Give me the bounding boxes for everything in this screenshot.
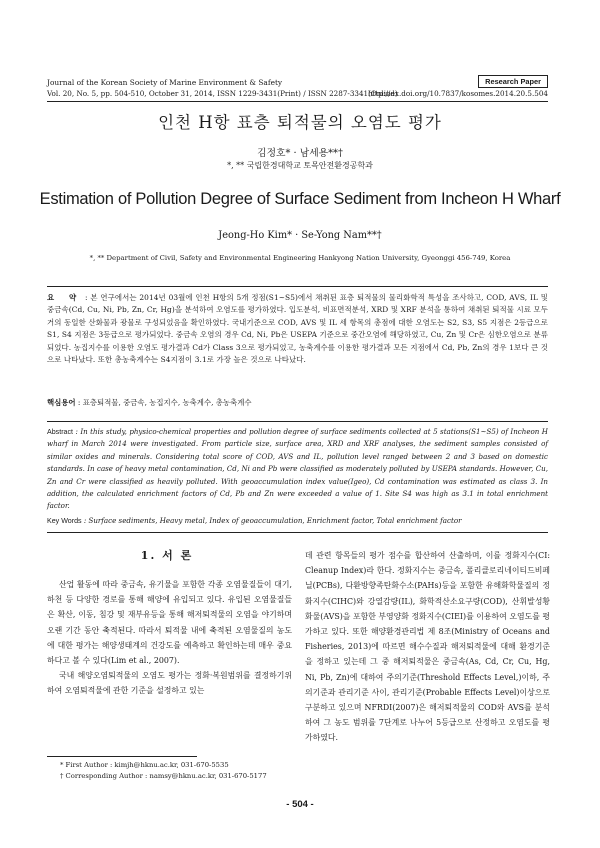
body-column-right [305, 548, 550, 746]
korean-keywords [47, 397, 548, 408]
research-paper-badge: Research Paper [478, 75, 548, 88]
korean-keywords-text: : 표층퇴적물, 중금속, 농집지수, 농축계수, 총농축계수 [75, 398, 252, 407]
page-number: - 504 - [286, 799, 314, 810]
korean-abstract [47, 292, 548, 366]
section-heading-introduction: 1. 서 론 [140, 549, 194, 562]
korean-keywords-label: 핵심용어 [47, 398, 76, 407]
header-divider [47, 101, 548, 102]
english-keywords-text: : Surface sediments, Heavy metal, Index of geoaccumulation, Enrichment factor, Total enrichment factor [81, 516, 462, 525]
abstract-bottom-divider [47, 532, 548, 533]
english-affiliation: *, ** Department of Civil, Safety and Environmental Engineering Hankyong Nation University, Gyeonggi 456-749, Korea [89, 254, 511, 262]
doi-link[interactable]: http://dx.doi.org/10.7837/kosomes.2014.20.5.504 [368, 89, 548, 98]
english-keywords [47, 516, 548, 525]
korean-abstract-label: 요 약 [47, 293, 83, 302]
footnote-corresponding-author: † Corresponding Author : namsy@hknu.ac.kr, 031-670-5177 [60, 772, 267, 780]
footnote-divider [47, 756, 197, 757]
korean-abstract-text: : 본 연구에서는 2014년 03월에 인천 H항의 5개 정점(S1~S5)에서 채취된 표층 퇴적물의 물리화학적 특성을 조사하고, COD, AVS, IL 및 중금속(Cd, Cu, Ni, Pb, Zn, Cr, Hg)을 분석하여 오염도를 평가하였다. 입도분석, 비표면적분석, XRD 및 XRF 분석을 통하여 채취된 퇴적물 시료 모두 거의 동일한 산화물과 광물로 구성되었음을 확인하였다. 국내기준으로 COD, AVS 및 IL 세 항목의 총점에 대한 오염도는 S2, S3, S5 지점은 2등급으로 S1, S4 지점은 3등급으로 평가되었다. 중금속 오염의 경우 Cd, Ni, Pb은 USEPA 기준으로 중간오염에 해당하였고, Cu, Zn 및 Cr은 심한오염으로 분류되었다. 농집지수를 이용한 오염도 평가결과 Cd가 Class 3으로 평가되었고, 농축계수를 이용한 평가결과 모든 지점에서 Cd, Pb, Zn의 경우 1보다 큰 것으로 나타났다. 또한 총농축계수는 S4지점이 3.1로 가장 높은 것으로 나타났다. [47, 293, 548, 365]
english-abstract-label: Abstract [47, 428, 74, 436]
korean-affiliation: *, ** 국립한경대학교 토목안전환경공학과 [227, 161, 373, 170]
volume-info: Vol. 20, No. 5, pp. 504-510, October 31, 2014, ISSN 1229-3431(Print) / ISSN 2287-3341(Online) [47, 89, 398, 98]
korean-title: 인천 H항 표층 퇴적물의 오염도 평가 [158, 113, 442, 132]
body-column-left [47, 577, 292, 699]
english-authors: Jeong-Ho Kim* · Se-Yong Nam**† [218, 230, 382, 241]
footnote-first-author: * First Author : kimjh@hknu.ac.kr, 031-670-5535 [60, 761, 229, 769]
korean-authors: 김정호* · 남세용**† [257, 148, 343, 159]
abstract-middle-divider [47, 421, 548, 422]
body-paragraph: 산업 활동에 따라 중금속, 유기물을 포함한 각종 오염물질들이 대기, 하천 등 다양한 경로를 통해 해양에 유입되고 있다. 유입된 오염물질들은 확산, 이동, 침강 및 재부유등을 통해 해저퇴적물의 오염을 야기하며 오랜 기간 동안 축적된다. 따라서 퇴적물 내에 축적된 오염물질의 농도에 대한 평가는 해양생태계의 건강도를 예측하고 확인하는데 매우 중요하다고 볼 수 있다(Lim et al., 2007). [47, 580, 292, 666]
body-paragraph: 데 관련 항목들의 평가 점수를 합산하여 산출하며, 이를 정화지수(CI: Cleanup Index)라 한다. 정화지수는 중금속, 폴리클로리네이티드비페닐(PCBs), 다환방향족탄화수소(PAHs)등을 포함한 유해화학물질의 정화지수(CIHC)와 강열감량(IL), 화학적산소요구량(COD), 산휘발성황화물(AVS)을 포함한 부영양화 정화지수(CIEI)를 이용하여 오염도를 평가하고 있다. 또한 해양환경관리법 제 8조(Ministry of Oceans and Fisheries, 2013)에 따르면 해수수질과 해저퇴적물에 대해 환경기준을 정하고 있는데 그 중 해저퇴적물은 중금속(As, Cd, Cr, Cu, Hg, Ni, Pb, Zn)에 대하여 주의기준(Threshold Effects Level,)이하, 주의기준과 관리기준 사이, 관리기준(Probable Effects Level)이상으로 구분하고 있으며 NFRDI(2007)은 해저퇴적물의 COD와 AVS를 분석하여 그 농도 범위를 7단계로 나누어 5등급으로 산정하고 오염도를 평가하였다. [305, 551, 550, 743]
body-paragraph: 국내 해양오염퇴적물의 오염도 평가는 정화·복원범위를 결정하기위하여 오염퇴적물에 관한 기준을 설정하고 있는 [47, 671, 292, 696]
abstract-top-divider [47, 286, 548, 287]
english-abstract [47, 426, 548, 513]
english-title: Estimation of Pollution Degree of Surface Sediment from Incheon H Wharf [39, 190, 561, 208]
english-abstract-text: : In this study, physico-chemical properties and pollution degree of surface sediments collected at 5 stations(S1~S5) of Incheon H wharf in March 2014 were investigated. From particle size, surface area, XRD and XRF analyses, the sediment samples consisted of similar oxides and minerals. Considering total score of COD, AVS and IL, pollution level ranged between 2 and 3 based on domestic standards. In case of heavy metal contamination, Cd, Ni and Pb were classified as moderately polluted by USEPA standards. However, Cu, Zn and Cr were classified as heavily polluted. With geoaccumulation index value(Igeo), Cd contamination was estimated as class 3. In addition, the calculated enrichment factors of Cd, Pb and Zn were exceeded a value of 1. Site S4 was high as 3.1 in total enrichment factor. [47, 427, 548, 511]
english-keywords-label: Key Words [47, 517, 82, 525]
journal-name: Journal of the Korean Society of Marine Environment & Safety [47, 78, 283, 87]
